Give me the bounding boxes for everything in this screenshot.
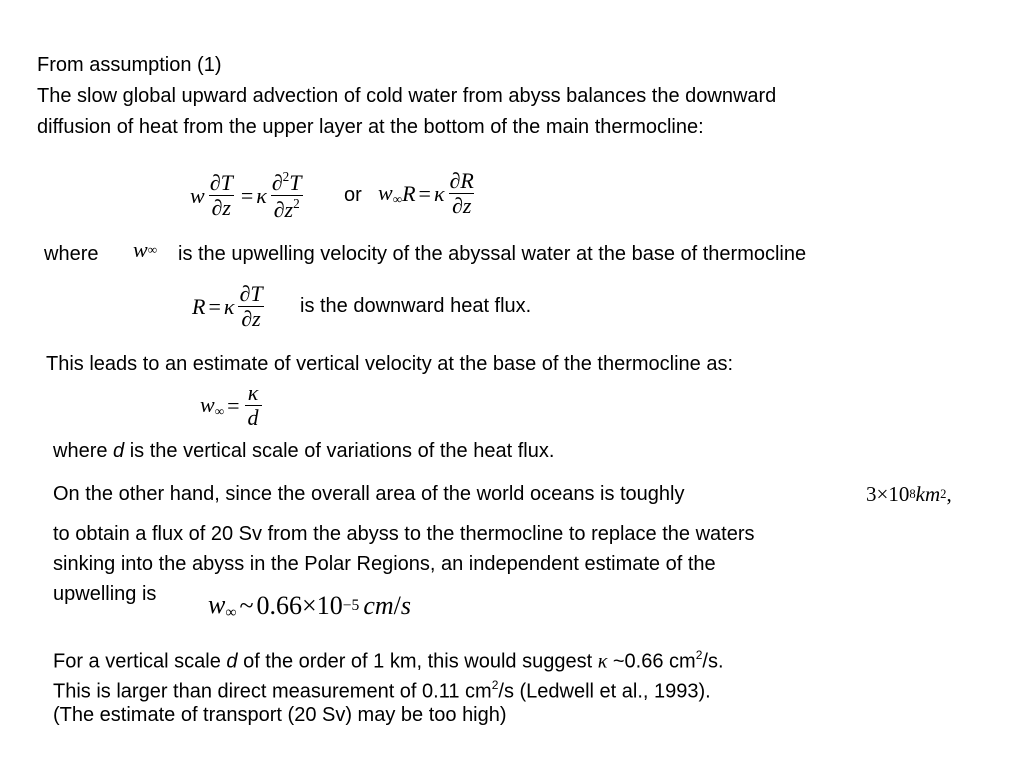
R-symbol: R xyxy=(402,180,416,206)
w-infinity-symbol: $w_\infty$ xyxy=(378,179,403,207)
where-label: where xyxy=(44,243,99,265)
estimate-intro: This leads to an estimate of vertical velocity at the base of the thermocline as: xyxy=(46,353,734,375)
intro-line-2: The slow global upward advection of cold water from abyss balances the downward xyxy=(37,85,777,107)
dT-dz-fraction: $\frac{\partial T}{\partial z}$ xyxy=(209,170,233,221)
flux-balance-equation xyxy=(378,170,479,217)
heat-flux-definition: is the downward heat flux. xyxy=(300,295,532,317)
kappa-symbol: κ xyxy=(433,180,445,206)
equals-sign: = xyxy=(208,293,221,319)
intro-line-3: diffusion of heat from the upper layer at the bottom of the main thermocline: xyxy=(37,116,704,138)
R-symbol: R xyxy=(192,293,206,319)
velocity-estimate-equation xyxy=(200,382,264,429)
equals-sign: = xyxy=(418,180,431,206)
kappa-over-d-fraction: $\frac{\kappa}{d}$ xyxy=(245,382,262,429)
equals-sign: = xyxy=(227,392,240,418)
w-infinity-symbol: $w_\infty$ xyxy=(208,590,237,621)
d2T-dz2-fraction: $\frac{\partial^2T}{\partial z^2}$ xyxy=(271,169,302,223)
flux-paragraph-line-1: to obtain a flux of 20 Sv from the abyss to the thermocline to replace the waters xyxy=(53,523,755,545)
kappa-symbol: κ xyxy=(256,182,267,208)
heat-flux-equation xyxy=(192,283,268,330)
flux-paragraph-line-2: sinking into the abyss in the Polar Regions, an independent estimate of the xyxy=(53,553,716,575)
kappa-symbol: κ xyxy=(223,293,235,319)
or-label: or xyxy=(344,184,362,206)
intro-line-1: From assumption (1) xyxy=(37,54,222,76)
w-symbol: w xyxy=(190,182,205,208)
conclusion-line-3: (The estimate of transport (20 Sv) may be too high) xyxy=(53,704,507,726)
dT-dz-fraction: $\frac{\partial T}{\partial z}$ xyxy=(239,281,263,331)
ocean-area-value: 3 × 10 8 km 2 , xyxy=(866,482,952,506)
heat-balance-equation xyxy=(190,170,307,221)
conclusion-line-1: For a vertical scale d of the order of 1 km, this would suggest κ ~0.66 $cm^2/s$. xyxy=(53,648,724,673)
upwelling-velocity-definition: is the upwelling velocity of the abyssal water at the base of thermocline xyxy=(178,243,807,265)
dR-dz-fraction: $\frac{\partial R}{\partial z}$ xyxy=(449,168,474,218)
equals-sign: = xyxy=(240,182,254,208)
w-infinity-symbol: w ∞ xyxy=(133,237,158,262)
upwelling-estimate-equation: $w_\infty$ ~ 0.66 × 10 −5 cm / s xyxy=(208,590,411,621)
kappa-symbol: κ xyxy=(597,650,608,673)
conclusion-line-2: This is larger than direct measurement of 0.11 $cm^2/s$ (Ledwell et al., 1993). xyxy=(53,678,711,703)
ocean-area-text: On the other hand, since the overall area of the world oceans is toughly xyxy=(53,483,685,505)
w-infinity-symbol: $w_\infty$ xyxy=(200,391,225,419)
vertical-scale-definition: where d is the vertical scale of variations of the heat flux. xyxy=(53,440,555,462)
flux-paragraph-line-3: upwelling is xyxy=(53,583,157,605)
